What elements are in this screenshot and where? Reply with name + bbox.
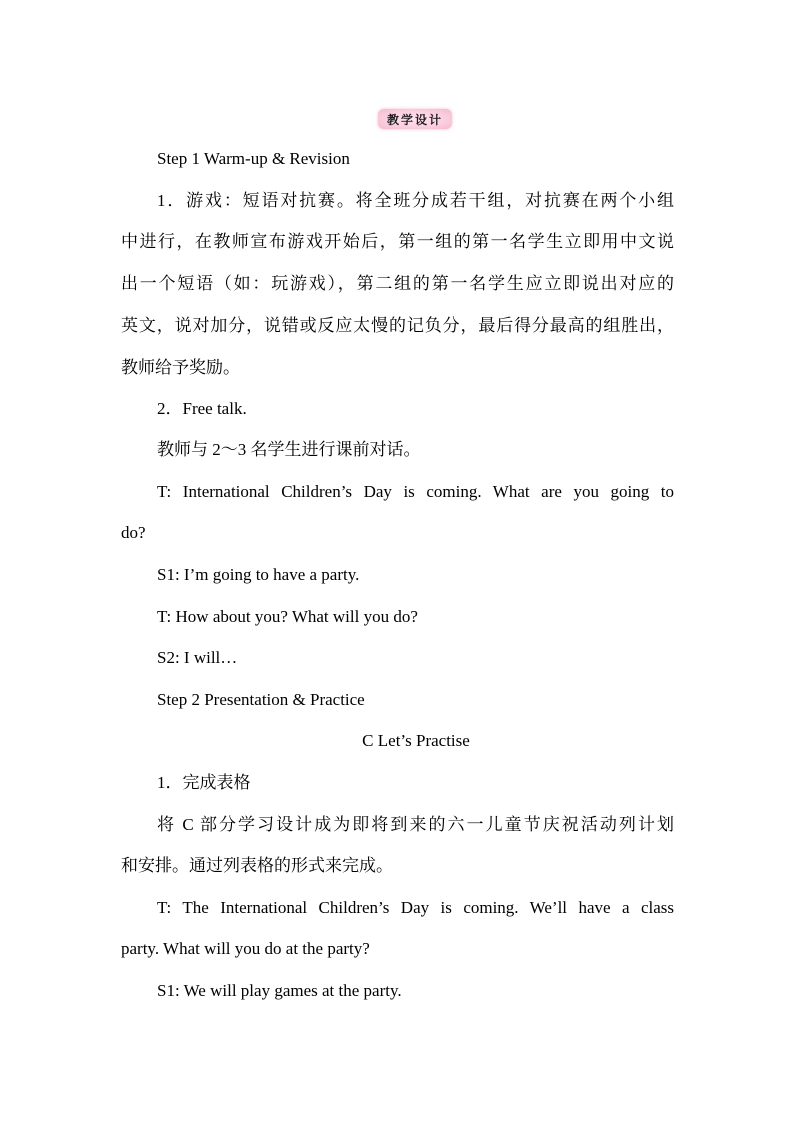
step1-item2-intro: 教师与 2～3 名学生进行课前对话。 [157,440,421,459]
step2-dialog-teacher-line1: T: The International Children’s Day is coming. We’ll have a class [157,898,674,917]
step1-item2-label: 2．Free talk. [157,399,247,418]
step2-dialog-student1: S1: We will play games at the party. [157,981,402,1000]
step2-subheading: C Let’s Practise [362,731,470,750]
step1-item1-line1: 1．游戏：短语对抗赛。将全班分成若干组，对抗赛在两个小组 [157,191,674,210]
step1-item1-line2: 中进行，在教师宣布游戏开始后，第一组的第一名学生立即用中文说 [121,232,674,251]
dialog-student1: S1: I’m going to have a party. [157,565,360,584]
dialog-student2: S2: I will… [157,648,238,667]
step2-item1-desc-line2: 和安排。通过列表格的形式来完成。 [121,856,393,875]
step1-item1-line3: 出一个短语（如：玩游戏），第二组的第一名学生应立即说出对应的 [121,274,674,293]
dialog-teacher-line1-cont: do? [121,523,146,542]
step2-heading: Step 2 Presentation & Practice [157,690,365,709]
step1-heading: Step 1 Warm-up & Revision [157,149,350,168]
dialog-teacher-line1: T: International Children’s Day is coming. What are you going to [157,482,674,501]
step2-item1-desc-line1: 将 C 部分学习设计成为即将到来的六一儿童节庆祝活动列计划 [157,815,674,834]
dialog-teacher-line2: T: How about you? What will you do? [157,607,418,626]
step2-dialog-teacher-line2: party. What will you do at the party? [121,939,370,958]
document-title [378,109,452,129]
step1-item1-line5: 教师给予奖励。 [121,358,240,377]
step1-item1-line4: 英文，说对加分，说错或反应太慢的记负分，最后得分最高的组胜出， [121,316,674,335]
document-title-text: 教学设计 [386,112,443,127]
step2-item1-label: 1．完成表格 [157,773,251,792]
